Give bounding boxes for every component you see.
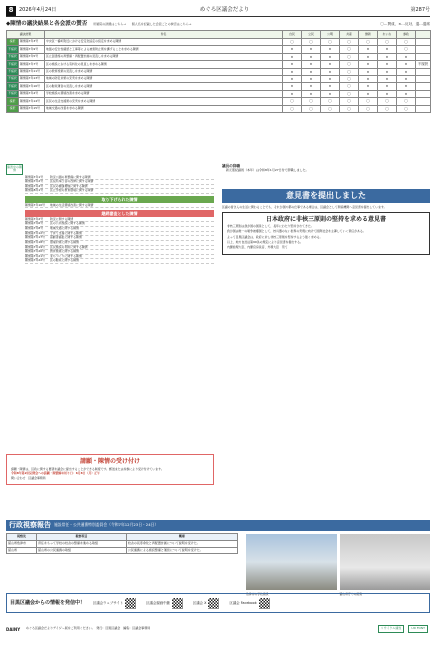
vote-mark: × bbox=[397, 75, 416, 82]
list-item bbox=[25, 204, 214, 209]
table-row bbox=[7, 75, 431, 82]
accept-contact: 問い合わせ 区議会事務局 bbox=[11, 475, 46, 480]
table-row bbox=[7, 547, 238, 554]
vote-mark: × bbox=[397, 61, 416, 68]
opinion-paragraph: 我が国は唯一の戦争被爆国として、核兵器のない世界の実現に向けて国際社会を主導していく責任がある。 bbox=[227, 229, 366, 234]
petition-number: 陳情第7年14号 bbox=[19, 98, 45, 105]
table-row bbox=[7, 105, 431, 112]
footer bbox=[6, 617, 430, 641]
results-note[interactable]: 所属院の詳細はこちら→ 個人名を記載した会派ごとの賛否はこちら→ bbox=[93, 21, 192, 26]
results-col-5: 共産 bbox=[340, 31, 359, 39]
vote-mark: 〇 bbox=[283, 105, 302, 112]
inspection-photos bbox=[246, 534, 430, 596]
vote-mark: 〇 bbox=[359, 105, 378, 112]
vote-mark: × bbox=[397, 90, 416, 97]
petition-text: 防災公園の再整備に関する陳情 bbox=[50, 174, 91, 179]
petition-number: 陳情第7年1号 bbox=[25, 174, 44, 179]
info-link-0[interactable] bbox=[93, 598, 136, 609]
petition-text: 教育施策に関する陳情 bbox=[50, 249, 79, 254]
vote-mark: 〇 bbox=[302, 98, 321, 105]
results-col-extra bbox=[416, 31, 431, 39]
vote-mark: × bbox=[378, 90, 397, 97]
inspection-title: 行政視察報告 bbox=[9, 521, 51, 530]
petition-text: 子育て支援に関する陳情 bbox=[50, 230, 82, 235]
opinion-addressees: 内閣総理大臣、内閣官房長官、外務大臣 宛て bbox=[227, 244, 288, 249]
petition-subject: 区の施設における有料化の見直しを求める陳情 bbox=[45, 61, 283, 68]
petition-number: 陳情第7年16号 bbox=[19, 83, 45, 90]
inspection-subtitle: 施設常任・公共通番特別委員会（令和7年12月23日・24日） bbox=[54, 522, 159, 528]
petition-subject: 区立図書館の再整備・再配置計画の見直しを求める陳情 bbox=[45, 53, 283, 60]
inspection-item: 責任をもって学校の校舎の整備を進める取組 bbox=[36, 540, 126, 547]
vote-mark: 〇 bbox=[340, 46, 359, 53]
petition-text: 区立学校の教育環境に関する陳情 bbox=[50, 188, 94, 193]
vote-mark: × bbox=[359, 68, 378, 75]
vote-mark: × bbox=[302, 68, 321, 75]
petition-number: 陳情第7年2号 bbox=[25, 216, 44, 221]
result-category: 採択 bbox=[7, 98, 19, 105]
result-category: 不採択 bbox=[7, 46, 19, 53]
petition-number: 陳情第7年4号 bbox=[25, 183, 44, 188]
inspection-section bbox=[6, 520, 430, 596]
results-col-8: 参政 bbox=[397, 31, 416, 39]
petition-subject: 地域交通の改善を求める陳情 bbox=[45, 105, 283, 112]
vote-mark: × bbox=[283, 68, 302, 75]
vote-mark: 〇 bbox=[340, 75, 359, 82]
petition-text: まちづくりに関する陳情 bbox=[50, 253, 82, 258]
result-category: 採択 bbox=[7, 39, 19, 46]
info-link-2[interactable] bbox=[193, 598, 220, 609]
petition-text: 区の公共施設に関する陳情 bbox=[50, 221, 85, 226]
accept-body: 請願・陳情は、区政に関する要望を議会に提出することができる制度です。郵送または持参により受け付けています。 bbox=[11, 466, 164, 471]
continued-heading: 継続審査とした陳情 bbox=[25, 210, 214, 217]
table-row bbox=[7, 98, 431, 105]
info-link-label[interactable]: 区議会録画中継 bbox=[146, 600, 170, 605]
petition-text: 区民施設の利用に関する陳情 bbox=[50, 244, 88, 249]
vote-mark: × bbox=[359, 46, 378, 53]
qr-code-icon[interactable] bbox=[208, 598, 219, 609]
dainy-logo: DAINY bbox=[6, 626, 21, 632]
withdrawn-list bbox=[25, 204, 214, 209]
vote-mark: × bbox=[283, 53, 302, 60]
vote-mark: × bbox=[283, 75, 302, 82]
left-column bbox=[6, 164, 214, 264]
inspection-col-1: 視察項目 bbox=[36, 534, 126, 541]
vote-mark: 〇 bbox=[397, 98, 416, 105]
petition-number: 陳情第7年5号 bbox=[19, 53, 45, 60]
inspection-photo-1 bbox=[246, 534, 337, 596]
vote-mark: × bbox=[359, 61, 378, 68]
table-row bbox=[7, 39, 431, 46]
qr-code-icon[interactable] bbox=[259, 598, 270, 609]
vote-mark: × bbox=[321, 90, 340, 97]
vote-mark: × bbox=[302, 53, 321, 60]
vote-mark: 〇 bbox=[340, 90, 359, 97]
table-row bbox=[7, 83, 431, 90]
vote-mark: × bbox=[378, 46, 397, 53]
petition-number: 陳情第7年17号 bbox=[25, 235, 45, 240]
magazine-title: めぐろ区議会だより bbox=[199, 7, 250, 14]
vote-mark: 〇 bbox=[283, 39, 302, 46]
results-col-2: 自民 bbox=[283, 31, 302, 39]
inspection-summary: 校舎の長寿命化と再配置計画について説明を受けた。 bbox=[126, 540, 237, 547]
results-title: ◆陳情の議決結果と各会派の賛否 bbox=[6, 21, 88, 28]
petition-number: 陳情第7年8号 bbox=[25, 226, 44, 231]
vote-mark: 〇 bbox=[340, 53, 359, 60]
info-link-label[interactable]: 区議会ウェブサイト bbox=[93, 600, 124, 605]
vote-mark: 〇 bbox=[378, 105, 397, 112]
vote-mark: × bbox=[283, 83, 302, 90]
list-item bbox=[25, 189, 214, 194]
vote-mark: 〇 bbox=[340, 105, 359, 112]
page-number: 8 bbox=[6, 6, 16, 16]
results-col-7: れいわ bbox=[378, 31, 397, 39]
result-category: 不採択 bbox=[7, 61, 19, 68]
footer-text: めぐろ区議会だよりデイジー版をご利用ください。 発行：目黒区議会 編集：区議会事務局 bbox=[26, 626, 151, 631]
vote-mark: × bbox=[302, 75, 321, 82]
vote-mark: × bbox=[378, 75, 397, 82]
inspection-place: 富山県魚津市 bbox=[7, 540, 37, 547]
petition-subject: 区の教育施策の見直しを求める陳情 bbox=[45, 68, 283, 75]
results-col-3: 立民 bbox=[302, 31, 321, 39]
info-link-label[interactable]: 区議会 X bbox=[192, 600, 207, 605]
issue-number: 第287号 bbox=[410, 7, 430, 14]
chair-text: 新元照紀議員（本年）は令和8年1月27日付で辞職しました。 bbox=[226, 168, 309, 173]
vote-mark: 〇 bbox=[340, 83, 359, 90]
inspection-place: 富山県 bbox=[7, 547, 37, 554]
result-category: 不採択 bbox=[7, 75, 19, 82]
list-item bbox=[25, 259, 214, 264]
petition-subject: 学校施設の環境改善を求める陳情 bbox=[45, 90, 283, 97]
vote-mark: × bbox=[321, 68, 340, 75]
side-cell bbox=[416, 75, 431, 82]
inspection-col-0: 視察先 bbox=[7, 534, 37, 541]
result-category: 不採択 bbox=[7, 90, 19, 97]
opinion-paragraph: よって目黒区議会は、政府に対し非核三原則を堅持するよう強く求める。 bbox=[227, 234, 323, 239]
vote-mark: × bbox=[397, 68, 416, 75]
info-link-label[interactable]: 区議会 Facebook bbox=[229, 600, 257, 605]
vote-mark: 〇 bbox=[359, 39, 378, 46]
results-col-0: 議決結果 bbox=[7, 31, 45, 39]
eco-mark: リサイクル適性 bbox=[378, 625, 405, 633]
petition-text: 区民の健康増進に関する陳情 bbox=[50, 183, 88, 188]
side-cell: 不採択 bbox=[416, 61, 431, 68]
petition-subject: 地域の防災対策の充実を求める陳情 bbox=[45, 75, 283, 82]
petition-number: 陳情第8年1号 bbox=[25, 188, 44, 193]
vote-mark: 〇 bbox=[397, 105, 416, 112]
petition-number: 陳情第7年15号 bbox=[19, 105, 45, 112]
side-cell bbox=[416, 46, 431, 53]
vote-mark: × bbox=[378, 61, 397, 68]
side-cell bbox=[416, 83, 431, 90]
vote-mark: 〇 bbox=[397, 46, 416, 53]
vote-mark: × bbox=[359, 75, 378, 82]
petition-text: 区役所本庁舎の改修に関する陳情 bbox=[50, 179, 94, 184]
petition-accept-box bbox=[6, 454, 214, 485]
petition-text: 地域の生活環境改善に関する陳情 bbox=[50, 202, 94, 207]
inspection-item: 富山県の公民連携の取組 bbox=[36, 547, 126, 554]
vote-mark: × bbox=[359, 90, 378, 97]
vote-mark: 〇 bbox=[321, 105, 340, 112]
result-category: 採択 bbox=[7, 105, 19, 112]
petition-number: 陳情第7年7号 bbox=[19, 61, 45, 68]
issue-date: 2026年4月24日 bbox=[19, 7, 57, 14]
vote-mark: 〇 bbox=[321, 39, 340, 46]
petition-number: 陳情第7年10号 bbox=[25, 202, 45, 207]
opinion-box bbox=[222, 212, 430, 255]
results-col-6: 維新 bbox=[359, 31, 378, 39]
petition-text: 地域交通に関する陳情 bbox=[50, 226, 79, 231]
qr-code-icon[interactable] bbox=[172, 598, 183, 609]
vote-mark: × bbox=[302, 90, 321, 97]
right-column bbox=[222, 164, 430, 255]
photo-2-caption: 富山県庁での視察 bbox=[339, 591, 362, 596]
vote-mark: 〇 bbox=[302, 39, 321, 46]
withdrawn-heading: 取り下げられた陳情 bbox=[25, 196, 214, 203]
vote-mark: × bbox=[302, 83, 321, 90]
petition-number: 陳情第7年18号 bbox=[25, 239, 45, 244]
continued-list bbox=[25, 218, 214, 264]
info-link-1[interactable] bbox=[146, 598, 183, 609]
vote-mark: 〇 bbox=[302, 105, 321, 112]
info-bar bbox=[6, 593, 430, 613]
info-title: 目黒区議会からの情報を発信中！ bbox=[10, 599, 86, 606]
side-cell bbox=[416, 98, 431, 105]
petition-subject: 区の財政運営の見直しを求める陳情 bbox=[45, 83, 283, 90]
side-cell bbox=[416, 68, 431, 75]
result-category: 不採択 bbox=[7, 68, 19, 75]
new-petition-label: 審査中の陳情 bbox=[6, 164, 23, 175]
vote-mark: × bbox=[321, 75, 340, 82]
side-cell bbox=[416, 105, 431, 112]
vote-mark: × bbox=[378, 53, 397, 60]
vote-mark: 〇 bbox=[359, 98, 378, 105]
vote-mark: × bbox=[397, 53, 416, 60]
vote-mark: × bbox=[321, 61, 340, 68]
table-row bbox=[7, 61, 431, 68]
petition-number: 陳情第7年9号 bbox=[19, 46, 45, 53]
accept-deadline: 令和8年第2回定例会への請願・陳情締め切り日：6月8日（月）正午 bbox=[11, 471, 100, 476]
vote-mark: 〇 bbox=[340, 98, 359, 105]
petition-subject: 地盤の安全性確認と工事等による被害防止策を講ずることを求める陳情 bbox=[45, 46, 283, 53]
petition-number: 陳情第7年22号 bbox=[25, 258, 45, 263]
vote-mark: × bbox=[321, 53, 340, 60]
vote-mark: × bbox=[378, 83, 397, 90]
petition-results-section bbox=[6, 20, 430, 113]
vote-mark: × bbox=[321, 83, 340, 90]
ud-font-mark: UD FONT bbox=[408, 625, 428, 633]
vote-mark: × bbox=[397, 83, 416, 90]
chair-title: 議長の辞職 bbox=[222, 164, 240, 168]
result-category: 不採択 bbox=[7, 53, 19, 60]
vote-mark: × bbox=[321, 46, 340, 53]
vote-mark: × bbox=[359, 83, 378, 90]
qr-code-icon[interactable] bbox=[125, 598, 136, 609]
results-table bbox=[6, 30, 431, 113]
petition-subject: 区民の生活支援策の充実を求める陳情 bbox=[45, 98, 283, 105]
vote-mark: × bbox=[283, 90, 302, 97]
petition-number: 陳情第7年19号 bbox=[25, 244, 45, 249]
table-row bbox=[7, 90, 431, 97]
table-row bbox=[7, 53, 431, 60]
vote-mark: × bbox=[302, 46, 321, 53]
opinion-heading: 意見書を提出しました bbox=[222, 189, 430, 203]
vote-mark: 〇 bbox=[397, 39, 416, 46]
side-cell bbox=[416, 90, 431, 97]
opinion-intro: 区議の皆さんの生活に関わることでも、それが国や都の仕事である場合は、区議会として関係機関へ意見書を提出しています。 bbox=[222, 205, 387, 210]
vote-mark: × bbox=[283, 46, 302, 53]
petition-number: 陳情第7年4号 bbox=[19, 90, 45, 97]
petition-subject: 中央区一番町附近における安定化協定の設定を求める陳情 bbox=[45, 39, 283, 46]
vote-mark: × bbox=[378, 68, 397, 75]
inspection-photo-2 bbox=[339, 534, 431, 596]
petition-number: 陳情第7年3号 bbox=[19, 39, 45, 46]
opinion-paragraph: 以上、地方自治法第99条の規定により意見書を提出する。 bbox=[227, 239, 303, 244]
vote-mark: 〇 bbox=[378, 39, 397, 46]
vote-mark: 〇 bbox=[340, 39, 359, 46]
vote-mark: 〇 bbox=[340, 68, 359, 75]
table-row bbox=[7, 46, 431, 53]
results-col-1: 件名 bbox=[45, 31, 283, 39]
vote-mark: 〇 bbox=[321, 98, 340, 105]
side-cell bbox=[416, 39, 431, 46]
petition-number: 陳情第7年12号 bbox=[25, 230, 45, 235]
vote-mark: × bbox=[302, 61, 321, 68]
vote-mark: 〇 bbox=[340, 61, 359, 68]
petition-number: 陳情第7年20号 bbox=[25, 249, 45, 254]
opinion-paragraph: 非核三原則は我が国の国是として、長年にわたり堅持されてきた。 bbox=[227, 224, 314, 229]
opinion-box-title: 日本政府に非核三原則の堅持を求める意見書 bbox=[265, 215, 386, 223]
table-row bbox=[7, 68, 431, 75]
results-legend: 〇…賛成、×…反対、退…退席 bbox=[380, 22, 430, 27]
petition-text: 高齢者福祉に関する陳情 bbox=[50, 235, 82, 240]
vote-mark: × bbox=[359, 53, 378, 60]
info-link-3[interactable] bbox=[229, 598, 269, 609]
petition-number: 陳情第7年13号 bbox=[19, 75, 45, 82]
inspection-col-2: 概要 bbox=[126, 534, 237, 541]
petition-number: 陳情第7年2号 bbox=[25, 179, 44, 184]
petition-text: 区の財政に関する陳情 bbox=[50, 258, 79, 263]
new-petition-list bbox=[25, 176, 214, 195]
result-category: 不採択 bbox=[7, 83, 19, 90]
petition-number: 陳情第7年6号 bbox=[25, 221, 44, 226]
petition-text: 防災に関する陳情 bbox=[50, 216, 74, 221]
top-bar bbox=[6, 5, 430, 17]
petition-number: 陳情第7年11号 bbox=[19, 68, 45, 75]
petition-number: 陳情第7年21号 bbox=[25, 253, 45, 258]
vote-mark: 〇 bbox=[378, 98, 397, 105]
inspection-summary: 公民連携による施設整備と運営について説明を受けた。 bbox=[126, 547, 237, 554]
vote-mark: 〇 bbox=[283, 98, 302, 105]
table-row bbox=[7, 540, 238, 547]
results-col-4: 公明 bbox=[321, 31, 340, 39]
side-cell bbox=[416, 53, 431, 60]
vote-mark: × bbox=[283, 61, 302, 68]
photo-1-caption: 魚津市の学校施設 bbox=[246, 591, 269, 596]
accept-title: 請願・陳情の受け付け bbox=[79, 458, 140, 465]
inspection-table bbox=[6, 533, 238, 554]
petition-text: 環境対策に関する陳情 bbox=[50, 239, 79, 244]
